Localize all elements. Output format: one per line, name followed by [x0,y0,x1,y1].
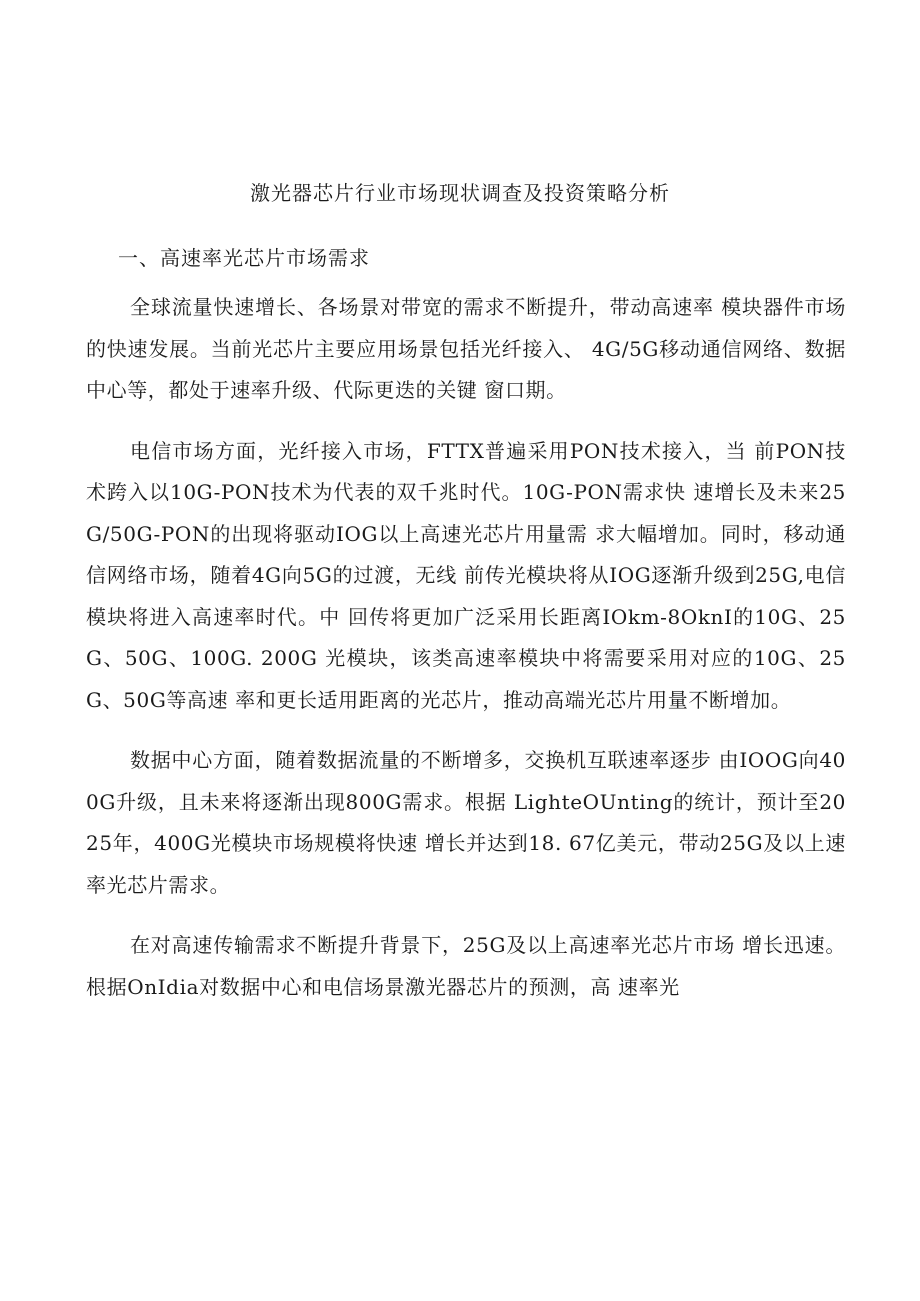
paragraph-telecom-market: 电信市场方面，光纤接入市场，FTTX普遍采用PON技术接入，当 前PON技术跨入以10G-PON技术为代表的双千兆时代。10G-PON需求快 速增长及未来25G/50G-PON的出现将驱动IOG以上高速光芯片用量需 求大幅增加。同时，移动通信网络市场，随着4G向5G的过渡，无线 前传光模块将从IOG逐渐升级到25G,电信模块将进入高速率时代。中 回传将更加广泛采用长距离IOkm-8OknI的10G、25G、50G、100G. 200G 光模块，该类高速率模块中将需要采用对应的10G、25G、50G等高速 率和更长适用距离的光芯片，推动高端光芯片用量不断增加。 [86,438,846,712]
paragraph-data-center: 数据中心方面，随着数据流量的不断增多，交换机互联速率逐步 由IOOG向400G升级，且未来将逐渐出现800G需求。根据 LighteOUnting的统计，预计至2025年，400G光模块市场规模将快速 增长并达到18. 67亿美元，带动25G及以上速率光芯片需求。 [86,748,846,897]
paragraph-high-speed-chips: 在对高速传输需求不断提升背景下，25G及以上高速率光芯片市场 增长迅速。根据OnIdia对数据中心和电信场景激光器芯片的预测，高 速率光 [86,933,846,999]
document-title: 激光器芯片行业市场现状调查及投资策略分析 [250,181,670,205]
paragraph-traffic-growth: 全球流量快速增长、各场景对带宽的需求不断提升，带动高速率 模块器件市场的快速发展。当前光芯片主要应用场景包括光纤接入、 4G/5G移动通信网络、数据中心等，都处于速率升级、代际更迭的关键 窗口期。 [86,295,846,402]
document-body [86,287,846,1027]
section-heading: 一、高速率光芯片市场需求 [118,246,370,270]
